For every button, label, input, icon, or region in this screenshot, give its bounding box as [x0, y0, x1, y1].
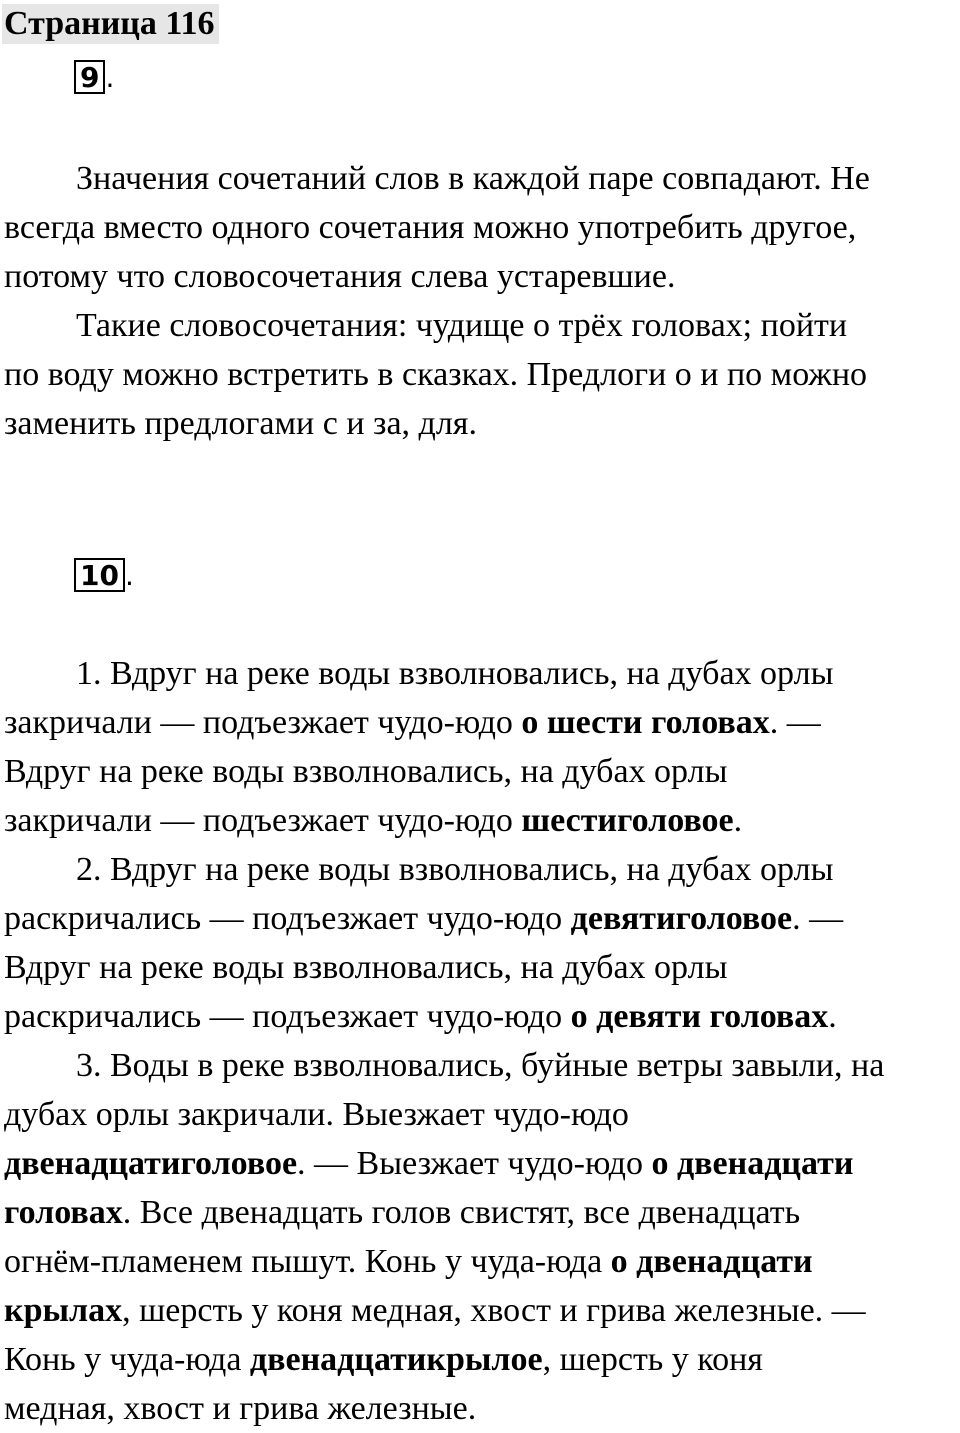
text-line: огнём-пламенем пышут. Конь у чуда-юда о двенадцати: [4, 1243, 813, 1280]
text-line: всегда вместо одного сочетания можно употребить другое,: [4, 209, 857, 246]
text-line: 3. Воды в реке взволновались, буйные ветры завыли, на: [76, 1047, 885, 1084]
bold-phrase: двенадцатиголовое: [4, 1145, 298, 1182]
task-9-number-box: 9: [74, 60, 105, 94]
task-10-number-dot: .: [124, 559, 134, 592]
task-9-paragraph-1: [4, 154, 958, 301]
bold-phrase: о двенадцати: [651, 1145, 854, 1182]
task-9-answer: [4, 154, 958, 448]
text-line: 1. Вдруг на реке воды взволновались, на дубах орлы: [76, 655, 834, 692]
text-line: закричали — подъезжает чудо-юдо шестиголовое.: [4, 802, 743, 839]
bold-phrase: крылах: [4, 1292, 123, 1329]
text-line: Значения сочетаний слов в каждой паре совпадают. Не: [76, 160, 870, 197]
text-line: раскричались — подъезжает чудо-юдо девятиголовое. —: [4, 900, 844, 937]
text-line: 2. Вдруг на реке воды взволновались, на дубах орлы: [76, 851, 834, 888]
task-10-number: [74, 558, 134, 593]
bold-phrase: девятиголовое: [570, 900, 793, 937]
text-line: Вдруг на реке воды взволновались, на дубах орлы: [4, 753, 728, 790]
bold-phrase: о двенадцати: [610, 1243, 813, 1280]
task-10-item-2: [4, 845, 958, 1041]
text-line: Вдруг на реке воды взволновались, на дубах орлы: [4, 949, 728, 986]
text-line: закричали — подъезжает чудо-юдо о шести головах. —: [4, 704, 821, 741]
task-10-number-box: 10: [74, 558, 125, 592]
task-10-item-3: [4, 1041, 958, 1433]
text-line: заменить предлогами с и за, для.: [4, 405, 477, 442]
text-line: головах. Все двенадцать голов свистят, все двенадцать: [4, 1194, 801, 1231]
text-line: двенадцатиголовое. — Выезжает чудо-юдо о двенадцати: [4, 1145, 854, 1182]
bold-phrase: двенадцатикрылое: [249, 1341, 543, 1378]
bold-phrase: о шести головах: [521, 704, 770, 741]
bold-phrase: головах: [4, 1194, 123, 1231]
bold-phrase: о девяти головах: [570, 998, 829, 1035]
bold-phrase: шестиголовое: [521, 802, 734, 839]
text-line: крылах, шерсть у коня медная, хвост и грива железные. —: [4, 1292, 866, 1329]
task-9-number-dot: .: [105, 61, 115, 94]
text-line: раскричались — подъезжает чудо-юдо о девяти головах.: [4, 998, 837, 1035]
task-9-paragraph-2: [4, 301, 958, 448]
task-10-item-1: [4, 649, 958, 845]
text-line: потому что словосочетания слева устаревшие.: [4, 258, 676, 295]
text-line: медная, хвост и грива железные.: [4, 1390, 477, 1427]
task-9-number: [74, 60, 114, 95]
page-title: Страница 116: [2, 4, 219, 44]
text-line: Конь у чуда-юда двенадцатикрылое, шерсть у коня: [4, 1341, 763, 1378]
text-line: Такие словосочетания: чудище о трёх головах; пойти: [76, 307, 848, 344]
text-line: по воду можно встретить в сказках. Предлоги о и по можно: [4, 356, 868, 393]
text-line: дубах орлы закричали. Выезжает чудо-юдо: [4, 1096, 629, 1133]
task-10-answer: [4, 649, 958, 1433]
